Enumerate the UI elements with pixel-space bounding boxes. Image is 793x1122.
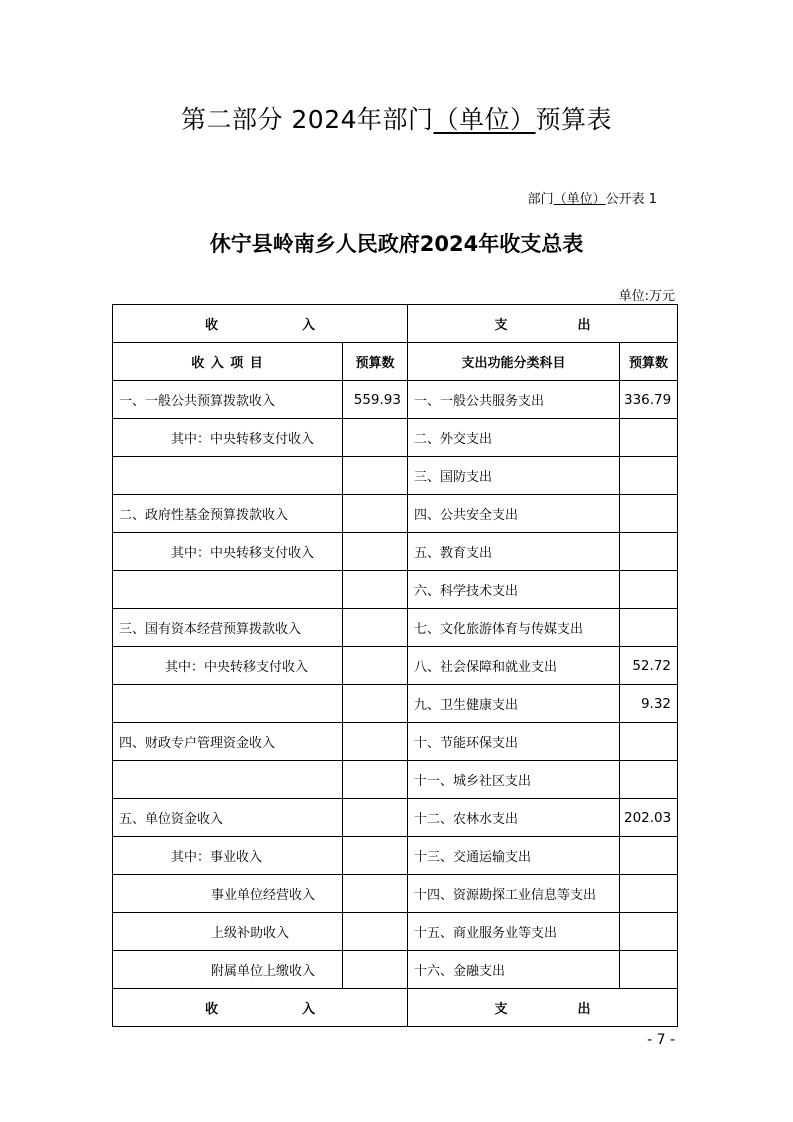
header-row-1 bbox=[113, 305, 678, 343]
expense-item-cell: 四、公共安全支出 bbox=[408, 495, 620, 533]
sheet-number-after: 公开表 1 bbox=[605, 192, 657, 207]
income-item-cell: 四、财政专户管理资金收入 bbox=[113, 723, 343, 761]
sheet-number-underlined: （单位） bbox=[553, 192, 606, 207]
expense-value-cell: 202.03 bbox=[620, 799, 678, 837]
expense-value-cell: 9.32 bbox=[620, 685, 678, 723]
income-item-cell bbox=[113, 457, 343, 495]
expense-footer: 支 出 bbox=[408, 989, 678, 1027]
income-footer: 收 入 bbox=[113, 989, 408, 1027]
expense-item-cell: 十、节能环保支出 bbox=[408, 723, 620, 761]
page-number: - 7 - bbox=[647, 1032, 675, 1048]
income-value-cell bbox=[343, 913, 408, 951]
expense-item-cell: 十三、交通运输支出 bbox=[408, 837, 620, 875]
income-value-cell bbox=[343, 457, 408, 495]
expense-item-cell: 九、卫生健康支出 bbox=[408, 685, 620, 723]
table-title: 休宁县岭南乡人民政府2024年收支总表 bbox=[209, 232, 584, 256]
income-item-cell: 其中：事业收入 bbox=[113, 837, 343, 875]
expense-value-cell bbox=[620, 457, 678, 495]
table-row bbox=[113, 609, 678, 647]
expense-value-cell bbox=[620, 875, 678, 913]
income-value-cell bbox=[343, 799, 408, 837]
sheet-number-before: 部门 bbox=[527, 192, 554, 207]
table-row bbox=[113, 723, 678, 761]
expense-value-cell bbox=[620, 571, 678, 609]
table-row bbox=[113, 837, 678, 875]
table-row bbox=[113, 381, 678, 419]
part-title-before: 第二部分 2024年部门 bbox=[180, 105, 434, 134]
expense-item-cell: 二、外交支出 bbox=[408, 419, 620, 457]
expense-value-cell bbox=[620, 495, 678, 533]
expense-item-cell: 十一、城乡社区支出 bbox=[408, 761, 620, 799]
table-row bbox=[113, 419, 678, 457]
expense-value-cell bbox=[620, 533, 678, 571]
income-item-cell bbox=[113, 685, 343, 723]
expense-value-cell: 336.79 bbox=[620, 381, 678, 419]
part-title-after: 预算表 bbox=[535, 105, 613, 134]
expense-item-header: 支出功能分类科目 bbox=[408, 343, 620, 381]
income-value-cell bbox=[343, 837, 408, 875]
sheet-number bbox=[528, 188, 657, 207]
expense-item-cell: 五、教育支出 bbox=[408, 533, 620, 571]
unit-label: 单位:万元 bbox=[618, 289, 675, 304]
expense-value-cell bbox=[620, 609, 678, 647]
footer-row bbox=[113, 989, 678, 1027]
income-value-cell bbox=[343, 723, 408, 761]
part-title-underlined: （单位） bbox=[433, 105, 536, 134]
income-value-cell bbox=[343, 685, 408, 723]
table-row bbox=[113, 799, 678, 837]
income-item-cell: 其中：中央转移支付收入 bbox=[113, 647, 343, 685]
table-row bbox=[113, 571, 678, 609]
expense-item-cell: 一、一般公共服务支出 bbox=[408, 381, 620, 419]
header-row-2 bbox=[113, 343, 678, 381]
budget-table bbox=[112, 304, 678, 1027]
income-value-cell bbox=[343, 533, 408, 571]
table-row bbox=[113, 761, 678, 799]
expense-item-cell: 六、科学技术支出 bbox=[408, 571, 620, 609]
income-item-cell: 二、政府性基金预算拨款收入 bbox=[113, 495, 343, 533]
table-row bbox=[113, 457, 678, 495]
income-item-cell bbox=[113, 571, 343, 609]
income-value-cell bbox=[343, 609, 408, 647]
expense-value-cell bbox=[620, 951, 678, 989]
expense-value-cell bbox=[620, 837, 678, 875]
part-title bbox=[0, 100, 793, 136]
expense-header: 支 出 bbox=[408, 305, 678, 343]
expense-value-cell bbox=[620, 419, 678, 457]
income-item-cell: 一、一般公共预算拨款收入 bbox=[113, 381, 343, 419]
income-value-cell bbox=[343, 495, 408, 533]
income-value-cell bbox=[343, 761, 408, 799]
income-item-cell: 附属单位上缴收入 bbox=[113, 951, 343, 989]
expense-value-cell bbox=[620, 761, 678, 799]
table-row bbox=[113, 951, 678, 989]
income-item-cell bbox=[113, 761, 343, 799]
expense-budget-header: 预算数 bbox=[620, 343, 678, 381]
income-item-cell: 五、单位资金收入 bbox=[113, 799, 343, 837]
income-budget-header: 预算数 bbox=[343, 343, 408, 381]
expense-item-cell: 八、社会保障和就业支出 bbox=[408, 647, 620, 685]
income-value-cell bbox=[343, 419, 408, 457]
expense-item-cell: 十二、农林水支出 bbox=[408, 799, 620, 837]
expense-value-cell bbox=[620, 723, 678, 761]
expense-item-cell: 七、文化旅游体育与传媒支出 bbox=[408, 609, 620, 647]
income-value-cell bbox=[343, 951, 408, 989]
income-item-cell: 其中：中央转移支付收入 bbox=[113, 533, 343, 571]
expense-item-cell: 三、国防支出 bbox=[408, 457, 620, 495]
expense-value-cell bbox=[620, 913, 678, 951]
table-row bbox=[113, 913, 678, 951]
income-header: 收 入 bbox=[113, 305, 408, 343]
expense-value-cell: 52.72 bbox=[620, 647, 678, 685]
table-row bbox=[113, 685, 678, 723]
income-value-cell bbox=[343, 647, 408, 685]
income-item-cell: 三、国有资本经营预算拨款收入 bbox=[113, 609, 343, 647]
income-item-cell: 上级补助收入 bbox=[113, 913, 343, 951]
income-value-cell bbox=[343, 571, 408, 609]
income-item-header: 收 入 项 目 bbox=[113, 343, 343, 381]
table-row bbox=[113, 533, 678, 571]
table-row bbox=[113, 875, 678, 913]
expense-item-cell: 十五、商业服务业等支出 bbox=[408, 913, 620, 951]
table-row bbox=[113, 647, 678, 685]
expense-item-cell: 十六、金融支出 bbox=[408, 951, 620, 989]
income-item-cell: 事业单位经营收入 bbox=[113, 875, 343, 913]
income-value-cell: 559.93 bbox=[343, 381, 408, 419]
table-row bbox=[113, 495, 678, 533]
expense-item-cell: 十四、资源勘探工业信息等支出 bbox=[408, 875, 620, 913]
income-value-cell bbox=[343, 875, 408, 913]
income-item-cell: 其中：中央转移支付收入 bbox=[113, 419, 343, 457]
